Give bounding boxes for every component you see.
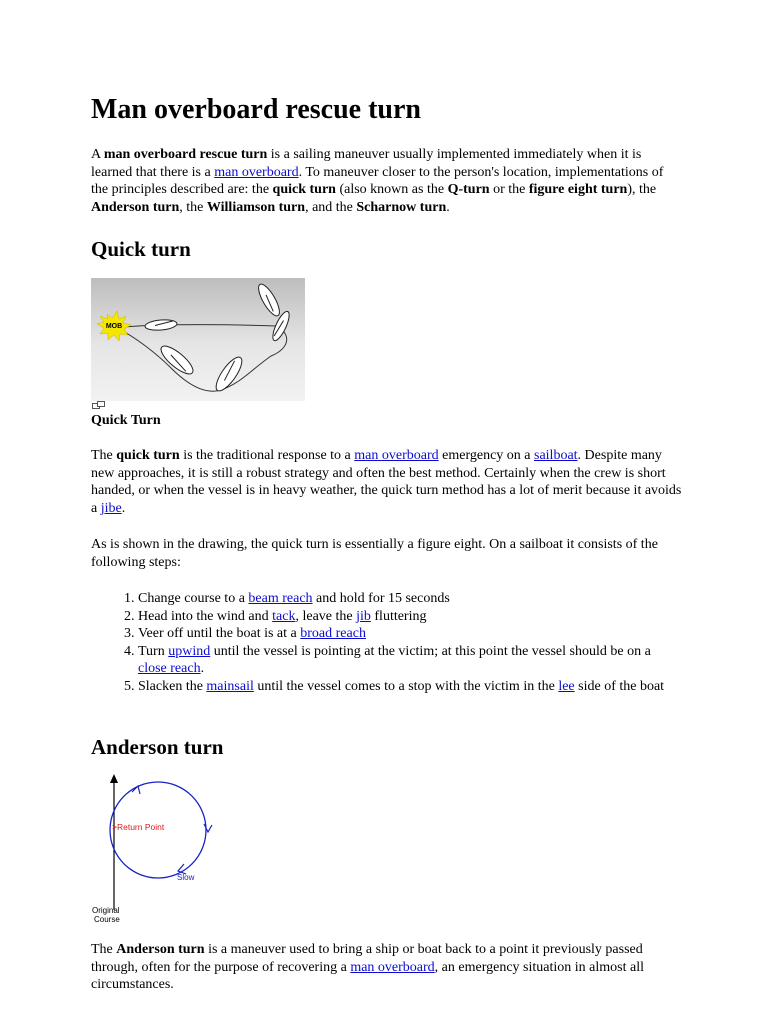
intro-paragraph [91, 146, 683, 216]
direction-arrow-icon [204, 824, 212, 832]
text: Change course to a [138, 591, 249, 606]
mob-label: MOB [105, 323, 123, 330]
text: and hold for 15 seconds [312, 591, 450, 606]
list-item [138, 590, 683, 608]
original-course-label-2: Course [94, 915, 120, 924]
text: . To maneuver closer to the person's location, implementations of the principles described are: the [91, 164, 664, 198]
bold-term: figure eight turn [528, 182, 628, 198]
list-item [138, 608, 683, 626]
text: (also known as the [335, 182, 448, 198]
anderson-turn-paragraph [91, 941, 683, 994]
bold-term: Williamson turn [206, 199, 306, 215]
text: . [200, 661, 205, 677]
list-item [138, 625, 683, 643]
quick-turn-paragraph-1 [91, 447, 683, 517]
text: Slacken the [138, 678, 207, 694]
link-jib[interactable]: jib [356, 608, 371, 624]
text: Head into the wind and [138, 608, 273, 624]
text: . [446, 199, 450, 215]
enlarge-icon[interactable] [92, 401, 106, 410]
section-heading-quick-turn: Quick turn [91, 237, 191, 261]
original-course-label-1: Original [92, 906, 120, 915]
text: , the [179, 199, 207, 215]
text: until the vessel comes to a stop with the victim in the [253, 678, 559, 694]
page-title: Man overboard rescue turn [91, 94, 421, 125]
text: fluttering [370, 608, 427, 624]
link-lee[interactable]: lee [558, 678, 575, 694]
link-tack[interactable]: tack [272, 608, 296, 624]
bold-term: man overboard rescue turn [103, 147, 268, 162]
arrow-up-icon [110, 774, 118, 783]
bold-term: Anderson turn [91, 199, 180, 215]
link-upwind[interactable]: upwind [168, 643, 211, 659]
text: ), the [627, 182, 657, 198]
anderson-turn-diagram [88, 770, 218, 928]
text: side of the boat [574, 678, 665, 694]
link-mainsail[interactable]: mainsail [206, 678, 254, 694]
text: until the vessel is pointing at the victim; at this point the vessel should be on a [210, 643, 651, 659]
direction-arrow-icon [132, 786, 140, 794]
section-heading-anderson-turn: Anderson turn [91, 735, 224, 759]
text: or the [489, 182, 529, 198]
text: The [91, 448, 117, 463]
bold-term: Anderson turn [116, 942, 205, 957]
text: is a maneuver used to bring a ship or boat back to a point it previously passed through, often for the purpose of recovering a [91, 942, 643, 975]
text: is the traditional response to a [179, 448, 355, 463]
text: , leave the [295, 608, 357, 624]
bold-term: quick turn [116, 448, 180, 463]
return-point-label: >Return Point [112, 822, 165, 832]
text: , an emergency situation in almost all circumstances. [91, 959, 644, 993]
text: The [91, 942, 117, 957]
text: , and the [305, 199, 357, 215]
quick-turn-paragraph-2: As is shown in the drawing, the quick turn is essentially a figure eight. On a sailboat it consists of the following steps: [91, 537, 658, 570]
link-sailboat[interactable]: sailboat [534, 448, 578, 463]
list-item [138, 678, 683, 696]
bold-term: Q-turn [447, 182, 490, 198]
link-broad-reach[interactable]: broad reach [300, 626, 366, 642]
text: is a sailing maneuver usually implemented immediately when it is learned that there is a [91, 147, 642, 180]
text: Turn [138, 643, 169, 659]
link-man-overboard[interactable]: man overboard [350, 959, 435, 975]
bold-term: quick turn [272, 182, 336, 198]
text: emergency on a [438, 448, 534, 463]
steps-list [91, 590, 683, 696]
bold-term: Scharnow turn [356, 199, 447, 215]
link-beam-reach[interactable]: beam reach [248, 591, 313, 606]
text: . [121, 500, 126, 516]
link-jibe[interactable]: jibe [100, 500, 122, 516]
link-man-overboard[interactable]: man overboard [354, 448, 439, 463]
text: Veer off until the boat is at a [138, 626, 301, 642]
list-item [138, 643, 683, 678]
figure-caption: Quick Turn [91, 413, 161, 428]
link-close-reach[interactable]: close reach [138, 661, 201, 677]
text: . Despite many new approaches, it is still a robust strategy and often the best method. Certainly when the crew is short handed, or when the vessel is in heavy weather, the quick turn method has a lot of merit because it avoids a [91, 448, 682, 516]
text: A [91, 147, 104, 162]
quick-turn-diagram [91, 278, 305, 401]
slow-label: Slow [177, 873, 195, 882]
link-man-overboard[interactable]: man overboard [214, 164, 299, 180]
